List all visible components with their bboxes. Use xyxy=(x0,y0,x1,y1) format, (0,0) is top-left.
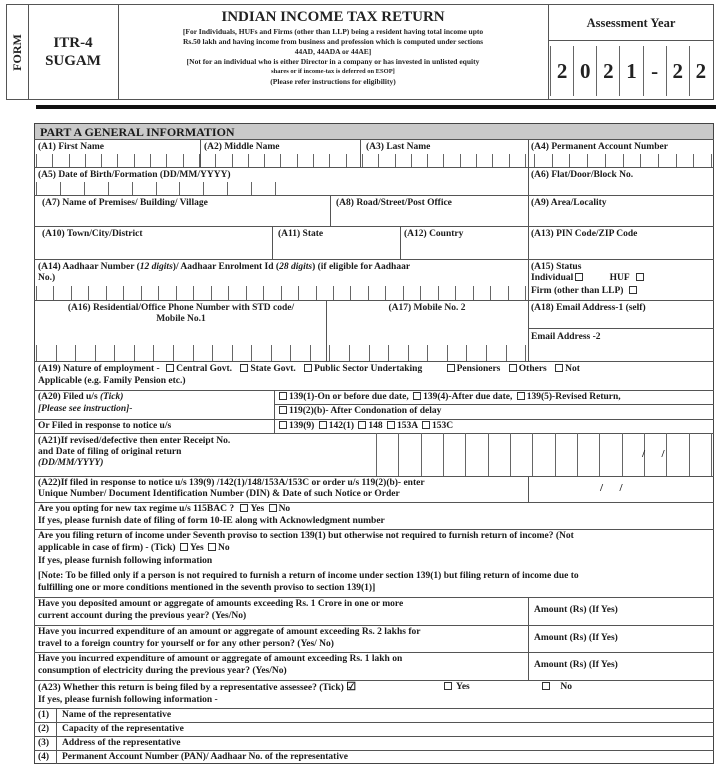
notice-153c-checkbox[interactable] xyxy=(422,421,430,429)
dob-boxes[interactable] xyxy=(36,182,276,195)
a2-label: (A2) Middle Name xyxy=(204,142,280,152)
seventh-proviso-note: [Note: To be filled only if a person is not required to furnish a return of income under section 139(1) but filing return of income due to xyxy=(38,571,579,581)
first-name-boxes[interactable] xyxy=(36,154,526,167)
rep-row-label: Address of the representative xyxy=(62,738,181,748)
a4-label: (A4) Permanent Account Number xyxy=(531,142,668,152)
ay-digit: - xyxy=(643,46,666,96)
status-huf-checkbox[interactable] xyxy=(636,273,644,281)
rep-row-num: (1) xyxy=(38,710,50,720)
a10-label: (A10) Town/City/District xyxy=(42,229,143,239)
status-individual-checkbox[interactable] xyxy=(575,273,583,281)
seventh-proviso-followup: If yes, please furnish following information xyxy=(38,556,213,566)
status-firm-checkbox[interactable] xyxy=(629,286,637,294)
employment-pensioners-checkbox[interactable] xyxy=(447,364,455,372)
tax-regime-question: Are you opting for new tax regime u/s 115BAC ? Yes No xyxy=(38,504,291,514)
notice-153a-checkbox[interactable] xyxy=(387,421,395,429)
deposit-question-2: current account during the previous year? (Yes/No) xyxy=(38,611,247,621)
aadhaar-boxes[interactable] xyxy=(36,286,526,300)
ay-digit: 1 xyxy=(619,46,642,96)
a20-notice-options: 139(9) 142(1) 148 153A 153C xyxy=(277,421,453,432)
ay-digit: 2 xyxy=(689,46,712,96)
ay-digit: 2 xyxy=(666,46,689,96)
email2-label: Email Address -2 xyxy=(531,332,601,342)
a23-followup: If yes, please furnish following information - xyxy=(38,695,218,705)
rep-row-label: Permanent Account Number (PAN)/ Aadhaar No. of the representative xyxy=(62,752,348,762)
rep-row-num: (2) xyxy=(38,724,50,734)
seventh-proviso-note-2: fulfilling one or more conditions mentioned in the seventh proviso to section 139(1)] xyxy=(38,583,376,593)
travel-question: Have you incurred expenditure of an amount or aggregate of amount exceeding Rs. 2 lakhs for xyxy=(38,627,421,637)
seventh-proviso-question-2: applicable in case of firm) - (Tick) Yes No xyxy=(38,543,230,553)
employment-others-checkbox[interactable] xyxy=(509,364,517,372)
employment-state-checkbox[interactable] xyxy=(240,364,248,372)
header-title-block: INDIAN INCOME TAX RETURN [For Individuals, HUFs and Firms (other than LLP) being a resident having total income upto Rs.50 lakh and having income from business and profession which is computed under sections 44AD, 44ADA or 44AE] [Not for an individual who is either Director in a company or has invested in unlisted equity shares or if income-tax is deferred on ESOP] (Please refer instructions for eligibility) xyxy=(118,9,548,87)
a11-label: (A11) State xyxy=(278,229,324,239)
a19-label-2: Applicable (e.g. Family Pension etc.) xyxy=(38,376,186,386)
a5-label: (A5) Date of Birth/Formation (DD/MM/YYYY) xyxy=(38,170,231,180)
a21-label: (A21)If revised/defective then enter Receipt No. and Date of filing of original return (DD/MM/YYYY) xyxy=(38,436,231,468)
a18-label: (A18) Email Address-1 (self) xyxy=(531,303,646,313)
a19-label: (A19) Nature of employment - Central Govt. State Govt. Public Sector Undertaking Pensioners Others Not xyxy=(38,364,580,374)
employment-not-applicable-checkbox[interactable] xyxy=(555,364,563,372)
electricity-amount-label: Amount (Rs) (If Yes) xyxy=(534,660,618,670)
a6-label: (A6) Flat/Door/Block No. xyxy=(531,170,634,180)
part-a-heading-text: PART A GENERAL INFORMATION xyxy=(40,125,235,139)
seventh-proviso-no-checkbox[interactable] xyxy=(208,543,216,551)
a21-date-slashes: / / xyxy=(642,448,665,460)
notice-142-1-checkbox[interactable] xyxy=(319,421,327,429)
seventh-proviso-yes-checkbox[interactable] xyxy=(180,543,188,551)
a16-label: (A16) Residential/Office Phone Number with STD code/ Mobile No.1 xyxy=(67,303,295,324)
a20-label-2: [Please see instruction]- xyxy=(38,404,133,414)
a22-label: (A22)If filed in response to notice u/s 139(9) /142(1)/148/153A/153C or order u/s 119(2)(b)- enter xyxy=(38,478,425,488)
a20-notice-label: Or Filed in response to notice u/s xyxy=(38,421,172,431)
travel-question-2: travel to a foreign country for yourself or for any other person? (Yes/ No) xyxy=(38,639,334,649)
itr-form-name: ITR-4 SUGAM xyxy=(45,35,101,69)
a3-label: (A3) Last Name xyxy=(366,142,431,152)
tax-regime-yes-checkbox[interactable] xyxy=(240,504,248,512)
a12-label: (A12) Country xyxy=(404,229,464,239)
filed-139-1-checkbox[interactable] xyxy=(279,392,287,400)
a15-label: (A15) Status xyxy=(531,262,582,272)
a23-no-option: No xyxy=(540,682,572,693)
a7-label: (A7) Name of Premises/ Building/ Village xyxy=(42,198,208,208)
a22-label-2: Unique Number/ Document Identification Number (DIN) & Date of such Notice or Order xyxy=(38,489,400,499)
phone-boxes[interactable] xyxy=(36,345,526,361)
tax-regime-followup: If yes, please furnish date of filing of form 10-IE along with Acknowledgment number xyxy=(38,516,385,526)
a23-question: (A23) Whether this return is being filed by a representative assessee? (Tick) ☑ xyxy=(38,681,357,693)
electricity-question-2: consumption of electricity during the previous year? (Yes/No) xyxy=(38,666,287,676)
electricity-question: Have you incurred expenditure of amount or aggregate of amount exceeding Rs. 1 lakh on xyxy=(38,654,403,664)
deposit-amount-label: Amount (Rs) (If Yes) xyxy=(534,605,618,615)
a22-date-slashes: / / xyxy=(600,482,623,494)
pan-boxes[interactable] xyxy=(534,154,712,167)
page-title: INDIAN INCOME TAX RETURN xyxy=(221,9,445,25)
a20-label: (A20) Filed u/s (Tick) xyxy=(38,392,124,402)
a23-yes-checkbox[interactable] xyxy=(444,682,452,690)
ay-digit: 2 xyxy=(550,46,573,96)
rep-row-num: (3) xyxy=(38,738,50,748)
a1-label: (A1) First Name xyxy=(38,142,104,152)
a15-status-row1: Individual HUF xyxy=(531,273,646,284)
filed-139-5-checkbox[interactable] xyxy=(517,392,525,400)
a20-options-row2: 119(2)(b)- After Condonation of delay xyxy=(277,406,441,417)
a14-label: (A14) Aadhaar Number (12 digits)/ Aadhaar Enrolment Id (28 digits) (if eligible for Aadhaar xyxy=(38,262,411,272)
a8-label: (A8) Road/Street/Post Office xyxy=(336,198,452,208)
assessment-year-label: Assessment Year xyxy=(586,16,676,30)
rep-row-label: Name of the representative xyxy=(62,710,172,720)
employment-central-checkbox[interactable] xyxy=(166,364,174,372)
employment-psu-checkbox[interactable] xyxy=(304,364,312,372)
rep-row-label: Capacity of the representative xyxy=(62,724,184,734)
a20-options-row1: 139(1)-On or before due date, 139(4)-After due date, 139(5)-Revised Return, xyxy=(277,392,621,403)
a17-label: (A17) Mobile No. 2 xyxy=(388,303,466,313)
travel-amount-label: Amount (Rs) (If Yes) xyxy=(534,633,618,643)
a23-checked-icon: ☑ xyxy=(346,681,357,693)
a13-label: (A13) PIN Code/ZIP Code xyxy=(531,229,638,239)
deposit-question: Have you deposited amount or aggregate of amounts exceeding Rs. 1 Crore in one or more xyxy=(38,599,404,609)
header-rule xyxy=(36,105,716,109)
a9-label: (A9) Area/Locality xyxy=(531,198,607,208)
filed-119-2b-checkbox[interactable] xyxy=(279,406,287,414)
rep-row-num: (4) xyxy=(38,752,50,762)
assessment-year-digits xyxy=(550,46,712,96)
a23-no-checkbox[interactable] xyxy=(542,682,550,690)
form-label: FORM xyxy=(9,33,24,71)
notice-148-checkbox[interactable] xyxy=(358,421,366,429)
notice-139-9-checkbox[interactable] xyxy=(279,421,287,429)
a23-yes-option: Yes xyxy=(442,682,470,693)
tax-regime-no-checkbox[interactable] xyxy=(269,504,277,512)
seventh-proviso-question: Are you filing return of income under Seventh proviso to section 139(1) but otherwise not required to furnish return of income? (Not xyxy=(38,531,574,541)
filed-139-4-checkbox[interactable] xyxy=(413,392,421,400)
a15-status-row2: Firm (other than LLP) xyxy=(531,286,639,297)
ay-digit: 2 xyxy=(596,46,619,96)
a14-label-2: No.) xyxy=(38,273,56,283)
ay-digit: 0 xyxy=(573,46,596,96)
